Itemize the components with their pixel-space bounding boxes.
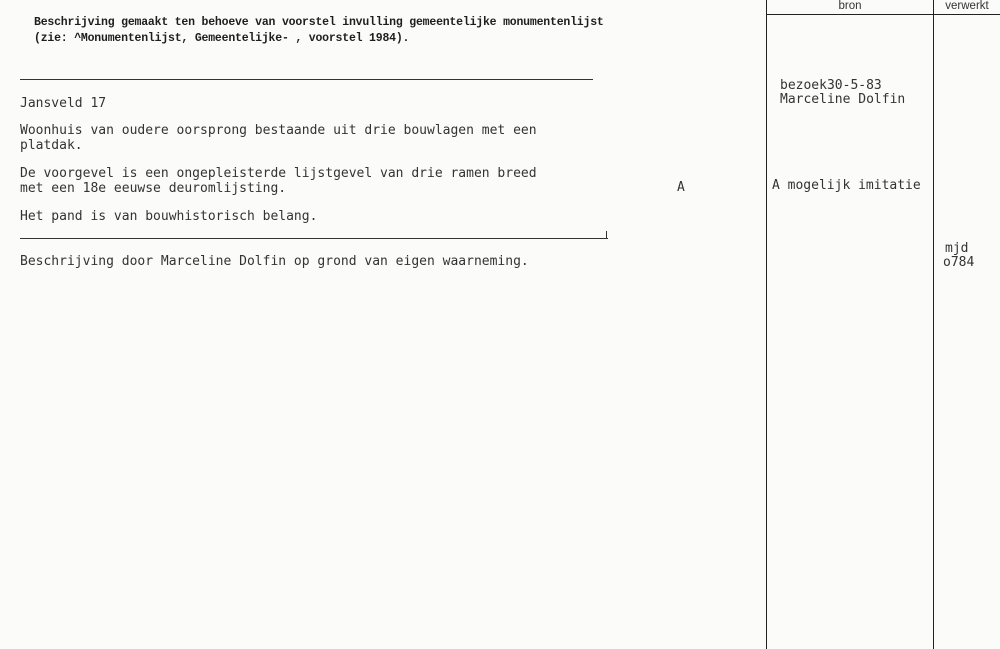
bron-note: A mogelijk imitatie xyxy=(772,178,921,193)
header-stamp-line-2: (zie: ^Monumentenlijst, Gemeentelijke- , voorstel 1984). xyxy=(34,32,410,45)
address: Jansveld 17 xyxy=(20,96,107,111)
description-paragraph-1-line-2: platdak. xyxy=(20,138,83,153)
bron-author-name: Marceline Dolfin xyxy=(780,92,906,107)
top-divider xyxy=(20,79,593,80)
description-paragraph-3: Het pand is van bouwhistorisch belang. xyxy=(20,209,318,224)
bottom-divider-tick xyxy=(606,231,607,239)
verwerkt-reference: o784 xyxy=(943,255,975,270)
author-line: Beschrijving door Marceline Dolfin op grond van eigen waarneming. xyxy=(20,254,529,269)
description-paragraph-1-line-1: Woonhuis van oudere oorsprong bestaande uit drie bouwlagen met een xyxy=(20,123,537,138)
description-paragraph-2-line-1: De voorgevel is een ongepleisterde lijstgevel van drie ramen breed xyxy=(20,166,537,181)
bottom-divider xyxy=(20,238,608,239)
bron-column-border xyxy=(766,0,767,649)
column-header-divider xyxy=(766,14,1000,15)
header-stamp-line-1: Beschrijving gemaakt ten behoeve van voorstel invulling gemeentelijke monumentenlijst xyxy=(34,16,604,29)
rating-mark: A xyxy=(677,180,685,195)
description-paragraph-2-line-2: met een 18e eeuwse deuromlijsting. xyxy=(20,181,287,196)
verwerkt-column-header: verwerkt xyxy=(945,0,989,12)
verwerkt-column-border xyxy=(933,0,934,649)
verwerkt-initials: mjd xyxy=(945,241,969,256)
bron-visit-date: bezoek30-5-83 xyxy=(780,78,882,93)
bron-column-header: bron xyxy=(838,0,862,12)
